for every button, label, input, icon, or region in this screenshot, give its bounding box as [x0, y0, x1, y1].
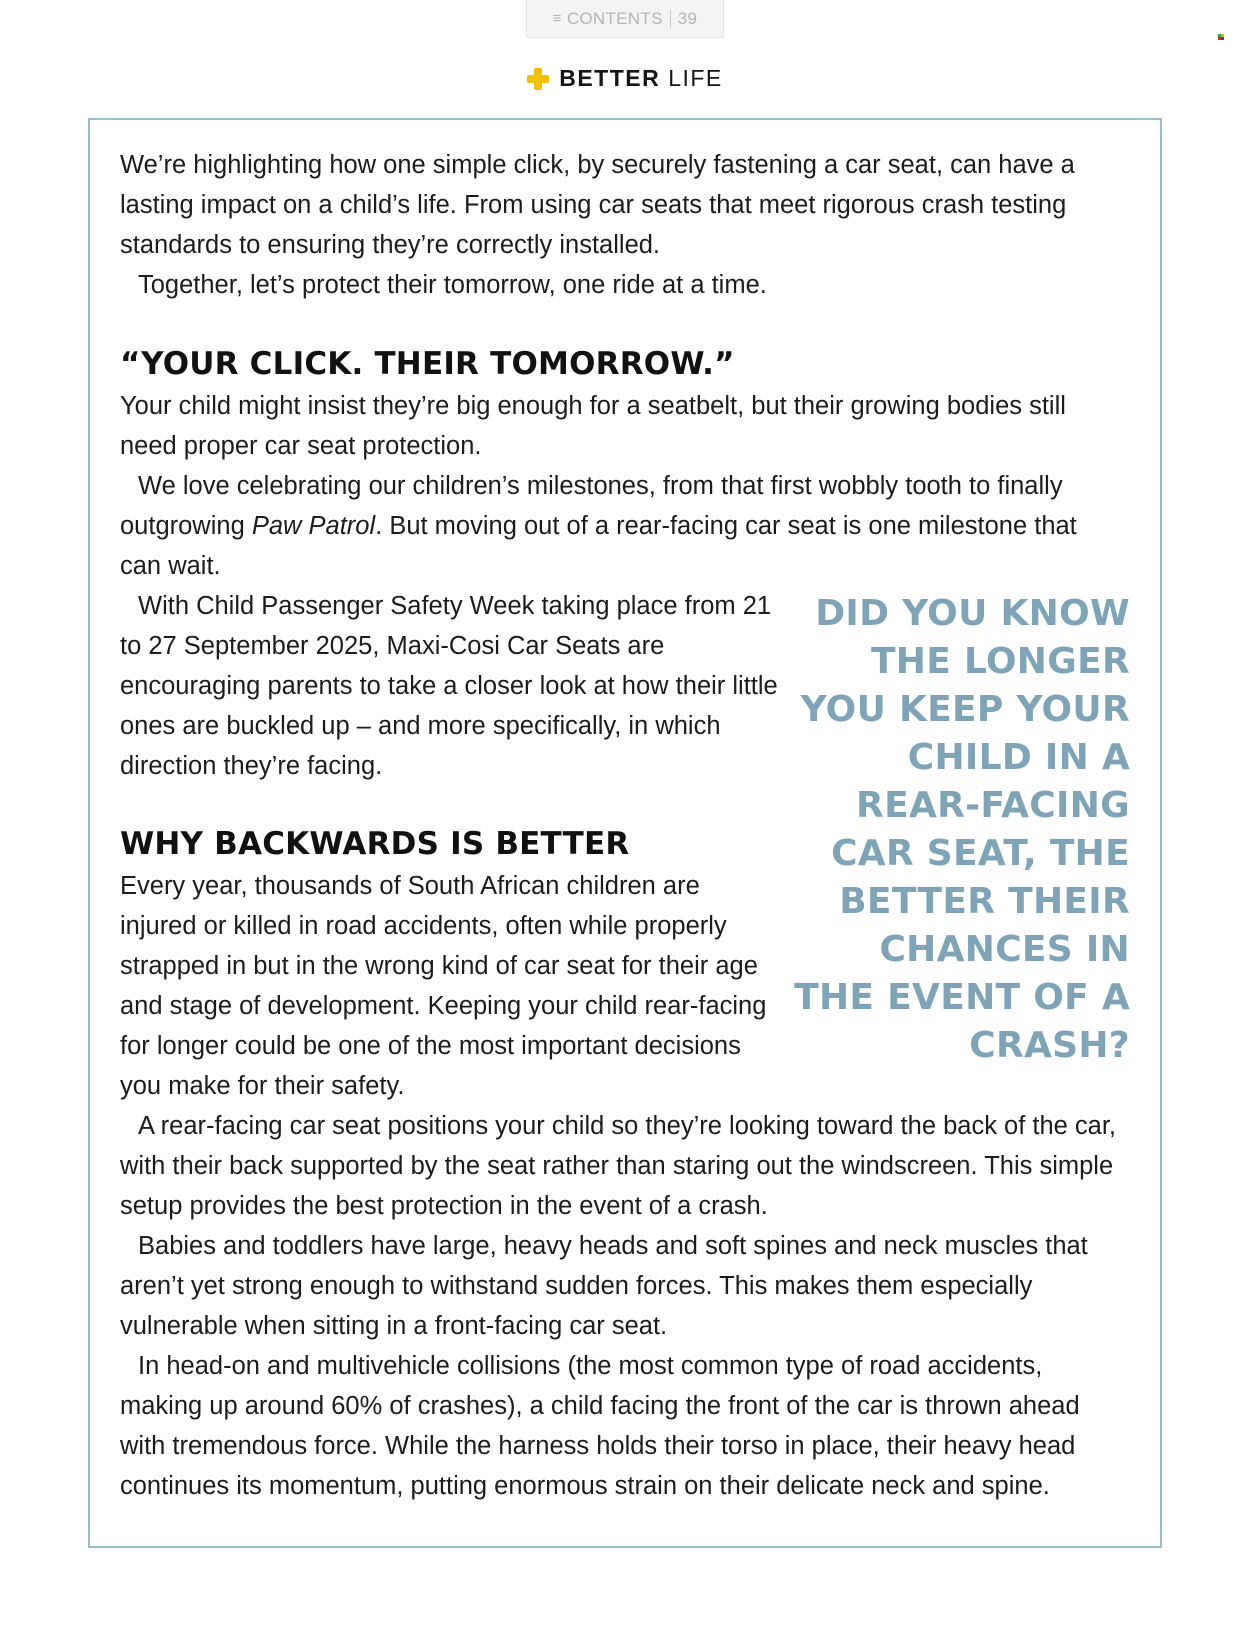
section-label-bold: BETTER — [559, 65, 661, 91]
callout-pull-quote — [790, 590, 1130, 1070]
contents-link[interactable]: CONTENTS — [566, 8, 663, 28]
callout-line: DID YOU KNOW — [815, 593, 1130, 634]
callout-line: YOU KEEP YOUR — [800, 689, 1130, 730]
callout-line: CRASH? — [969, 1025, 1130, 1066]
section-1-paragraph-3: With Child Passenger Safety Week taking place from 21 to 27 September 2025, Maxi-Cosi Car Seats are encouraging parents to take a closer look at how their little ones are buckled up – and more specifically, in which direction they’re facing. — [120, 592, 778, 780]
p2-text-after: . But moving out of a rear-facing car seat is one milestone that can wait. — [120, 512, 1077, 580]
callout-line: REAR-FACING — [856, 785, 1130, 826]
callout-line: BETTER THEIR — [839, 881, 1130, 922]
section-2-paragraph-2: A rear-facing car seat positions your child so they’re looking toward the back of the car, with their back supported by the seat rather than staring out the windscreen. This simple setup provides the best protection in the event of a crash. — [120, 1112, 1117, 1220]
section-1-heading: “YOUR CLICK. THEIR TOMORROW.” — [120, 346, 735, 382]
intro-paragraph-1: We’re highlighting how one simple click, by securely fastening a car seat, can have a lasting impact on a child’s life. From using car seats that meet rigorous crash testing standards to ensuring they’re correctly installed. — [120, 151, 1075, 259]
p2-text-before: We love celebrating our children’s milestones, from that first wobbly tooth to finally outgrowing — [120, 472, 1063, 540]
section-1-paragraph-1: Your child might insist they’re big enough for a seatbelt, but their growing bodies still need proper car seat protection. — [120, 392, 1066, 460]
section-1-paragraph-2 — [120, 466, 1120, 586]
callout-line: CAR SEAT, THE — [831, 833, 1130, 874]
callout-line: THE LONGER — [870, 641, 1130, 682]
callout-line: CHILD IN A — [907, 737, 1130, 778]
menu-icon: ≡ — [552, 10, 562, 27]
section-2-paragraph-1: Every year, thousands of South African children are injured or killed in road accidents, often while properly strapped in but in the wrong kind of car seat for their age and stage of development. Keeping your child rear-facing for longer could be one of the most important decisions you make for their safety. — [120, 872, 767, 1100]
page-number: 39 — [677, 8, 698, 28]
intro-block — [120, 145, 1130, 305]
section-2-paragraph-4: In head-on and multivehicle collisions (the most common type of road accidents, making up around 60% of crashes), a child facing the front of the car is thrown ahead with tremendous force. While the harness holds their torso in place, their heavy head continues its momentum, putting enormous strain on their delicate neck and spine. — [120, 1352, 1080, 1500]
intro-paragraph-2: Together, let’s protect their tomorrow, one ride at a time. — [138, 271, 767, 299]
plus-cross-icon — [527, 68, 549, 90]
p2-italic-title: Paw Patrol — [251, 512, 376, 540]
callout-line: CHANCES IN — [879, 929, 1130, 970]
section-2-paragraph-3: Babies and toddlers have large, heavy heads and soft spines and neck muscles that aren’t yet strong enough to withstand sudden forces. This makes them especially vulnerable when sitting in a front-facing car seat. — [120, 1232, 1088, 1340]
contents-nav[interactable] — [526, 0, 724, 38]
corner-mark-icon — [1218, 34, 1226, 40]
section-label-light: LIFE — [668, 65, 723, 91]
section-2-heading: WHY BACKWARDS IS BETTER — [120, 826, 630, 862]
nav-separator — [670, 10, 671, 28]
callout-line: THE EVENT OF A — [794, 977, 1130, 1018]
section-label — [0, 65, 1250, 92]
